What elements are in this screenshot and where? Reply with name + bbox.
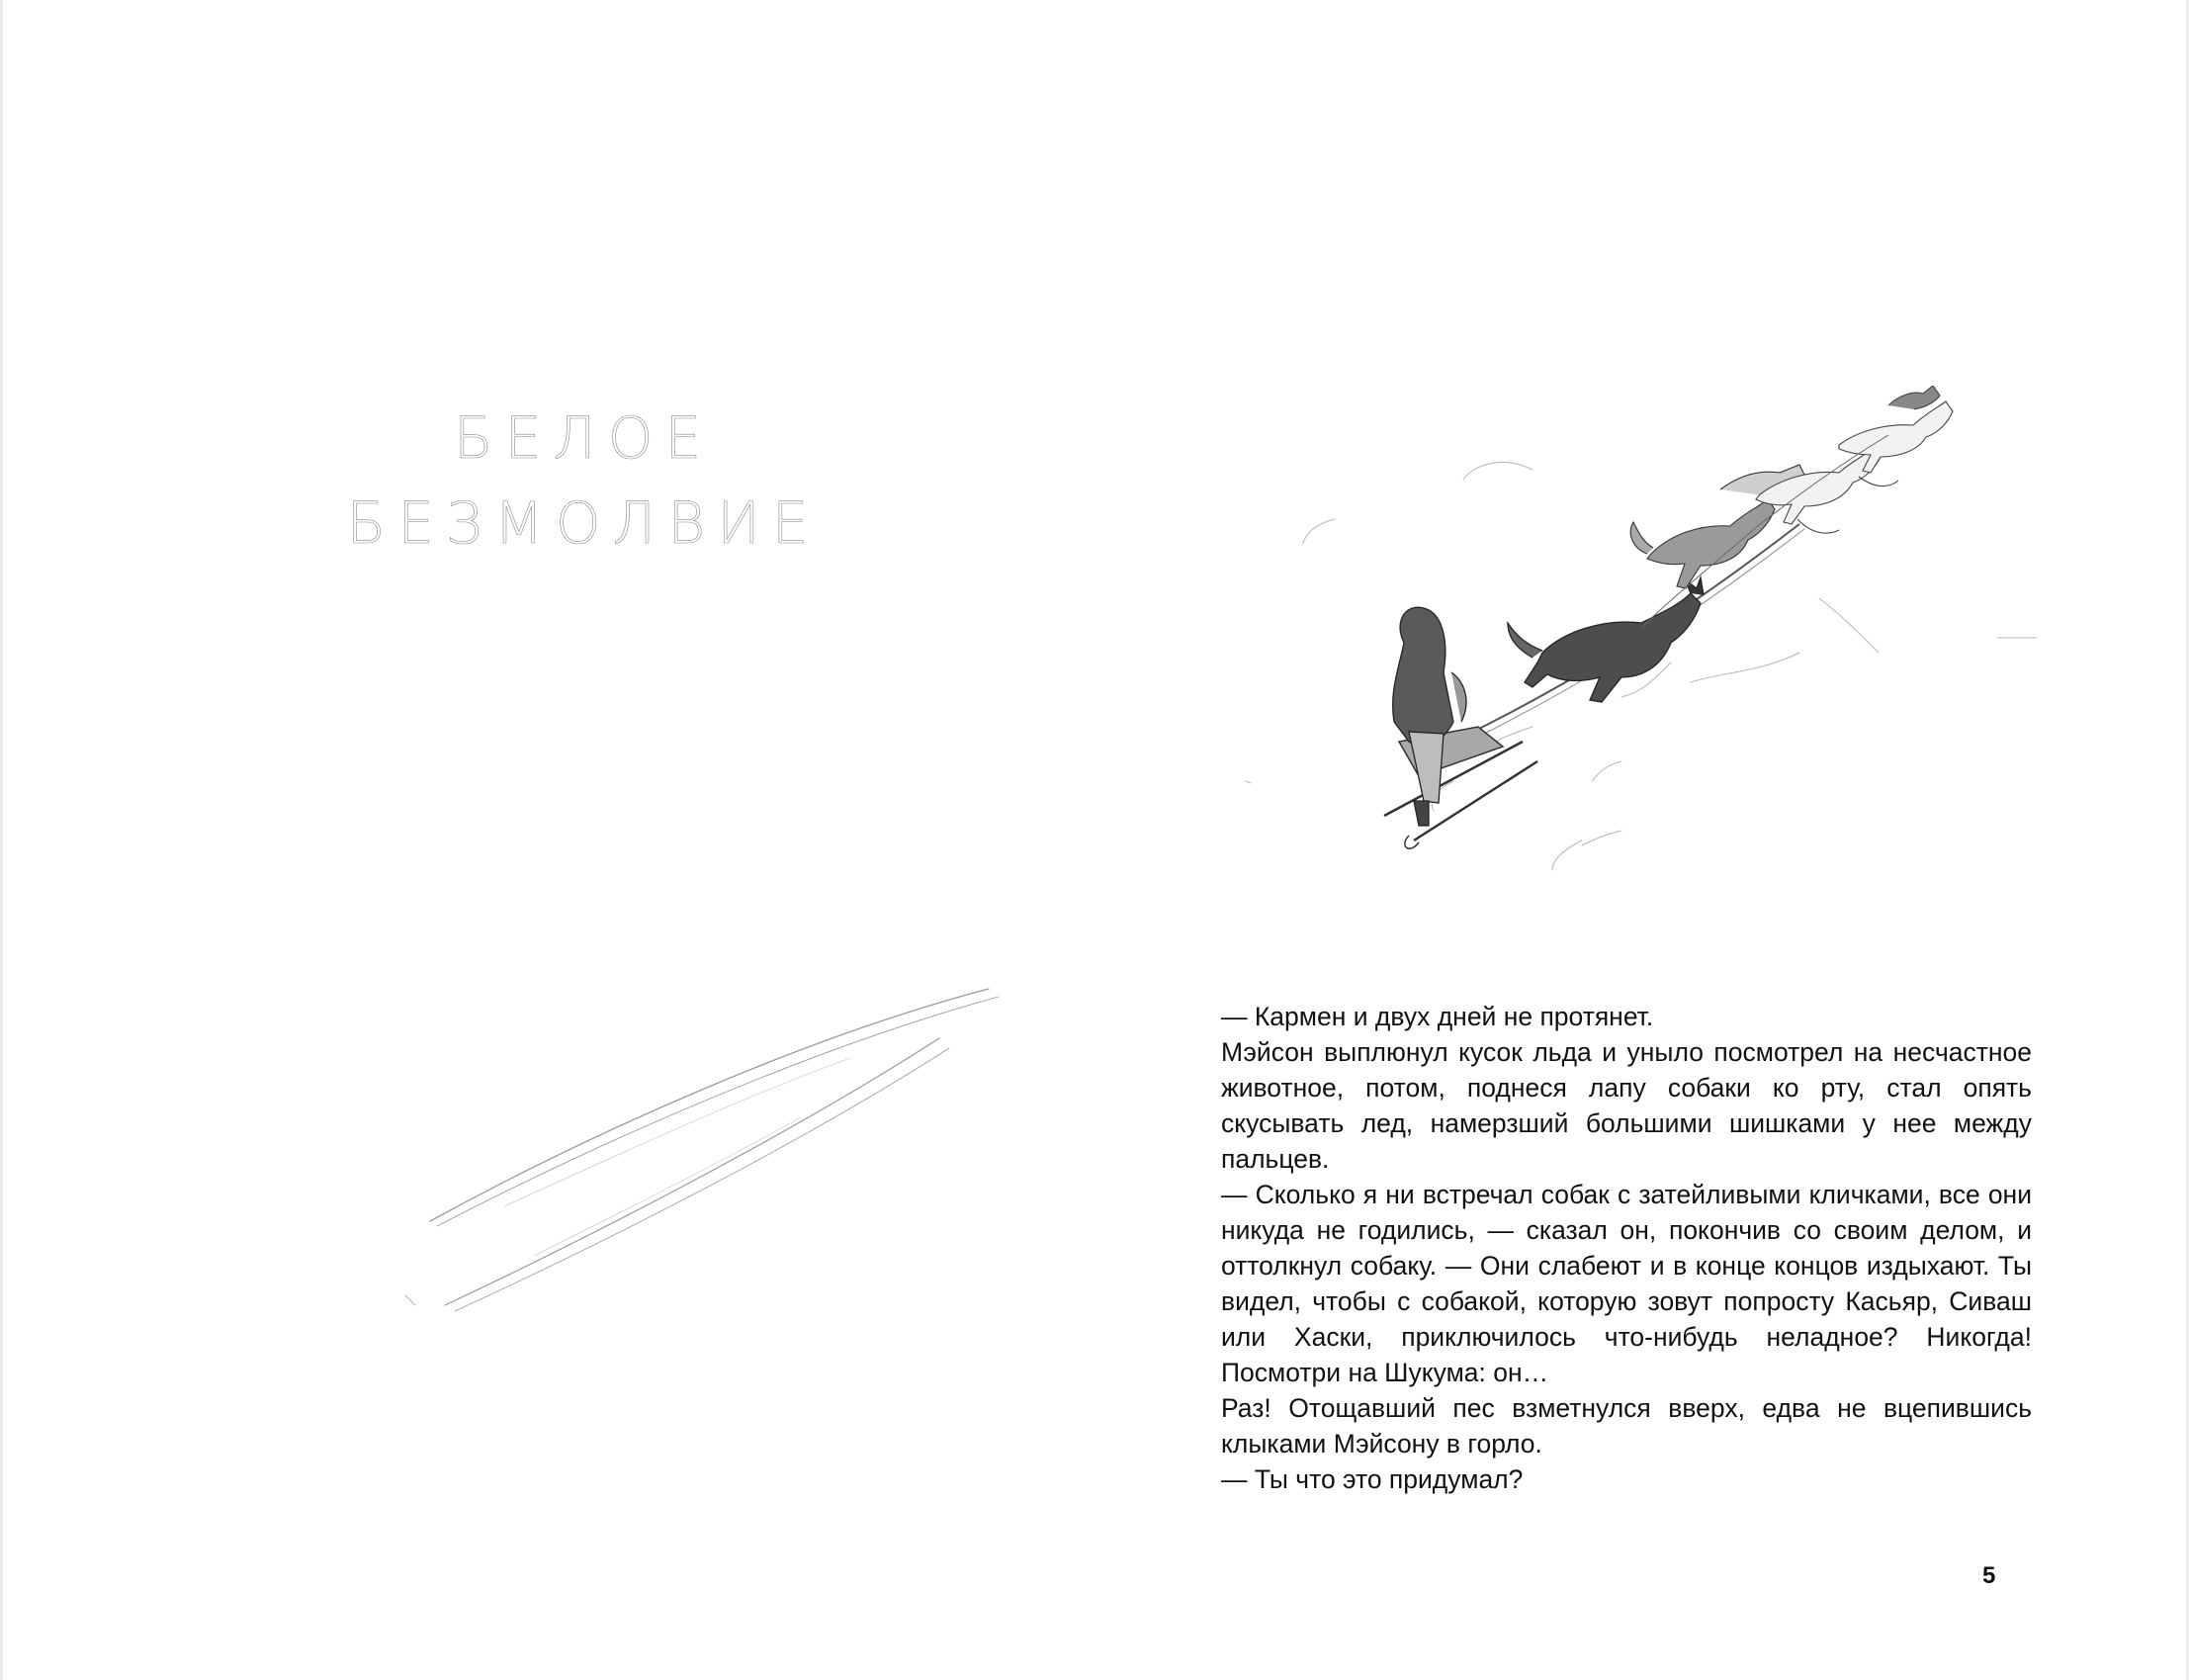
paragraph-1: — Кармен и двух дней не протянет.: [1221, 1002, 1654, 1031]
page-number: 5: [1982, 1562, 1996, 1589]
chapter-title-line-1: БЕЛОЕ: [453, 404, 714, 472]
paragraph-4: Раз! Отощавший пес взметнулся вверх, едва не вцепившись клыками Мэйсону в горло.: [1221, 1393, 2032, 1459]
body-text: [1221, 999, 2032, 1497]
chapter-title: [326, 396, 840, 566]
pencil-streaks-illustration: [386, 979, 1018, 1345]
paragraph-5: — Ты что это придумал?: [1221, 1464, 1524, 1494]
chapter-title-line-2: БЕЗМОЛВИЕ: [346, 489, 821, 557]
right-page: [1094, 0, 2189, 1680]
paragraph-2: Мэйсон выплюнул кусок льда и уныло посмотрел на несчастное животное, потом, поднеся лапу собаки ко рту, стал опять скусывать лед, намерзший большими шишками у нее между пальцев.: [1221, 1037, 2032, 1174]
paragraph-3: — Сколько я ни встречал собак с затейливыми кличками, все они никуда не годились, — сказал он, покончив со своим делом, и оттолкнул собаку. — Они слабеют и в конце концов издыхают. Ты видел, чтобы с собакой, которую зовут попросту Касьяр, Сиваш или Хаски, приключилось что-нибудь неладное? Никогда! Посмотри на Шукума: он…: [1221, 1180, 2032, 1387]
left-page: [0, 0, 1094, 1680]
dog-sled-illustration: [1206, 386, 2057, 880]
